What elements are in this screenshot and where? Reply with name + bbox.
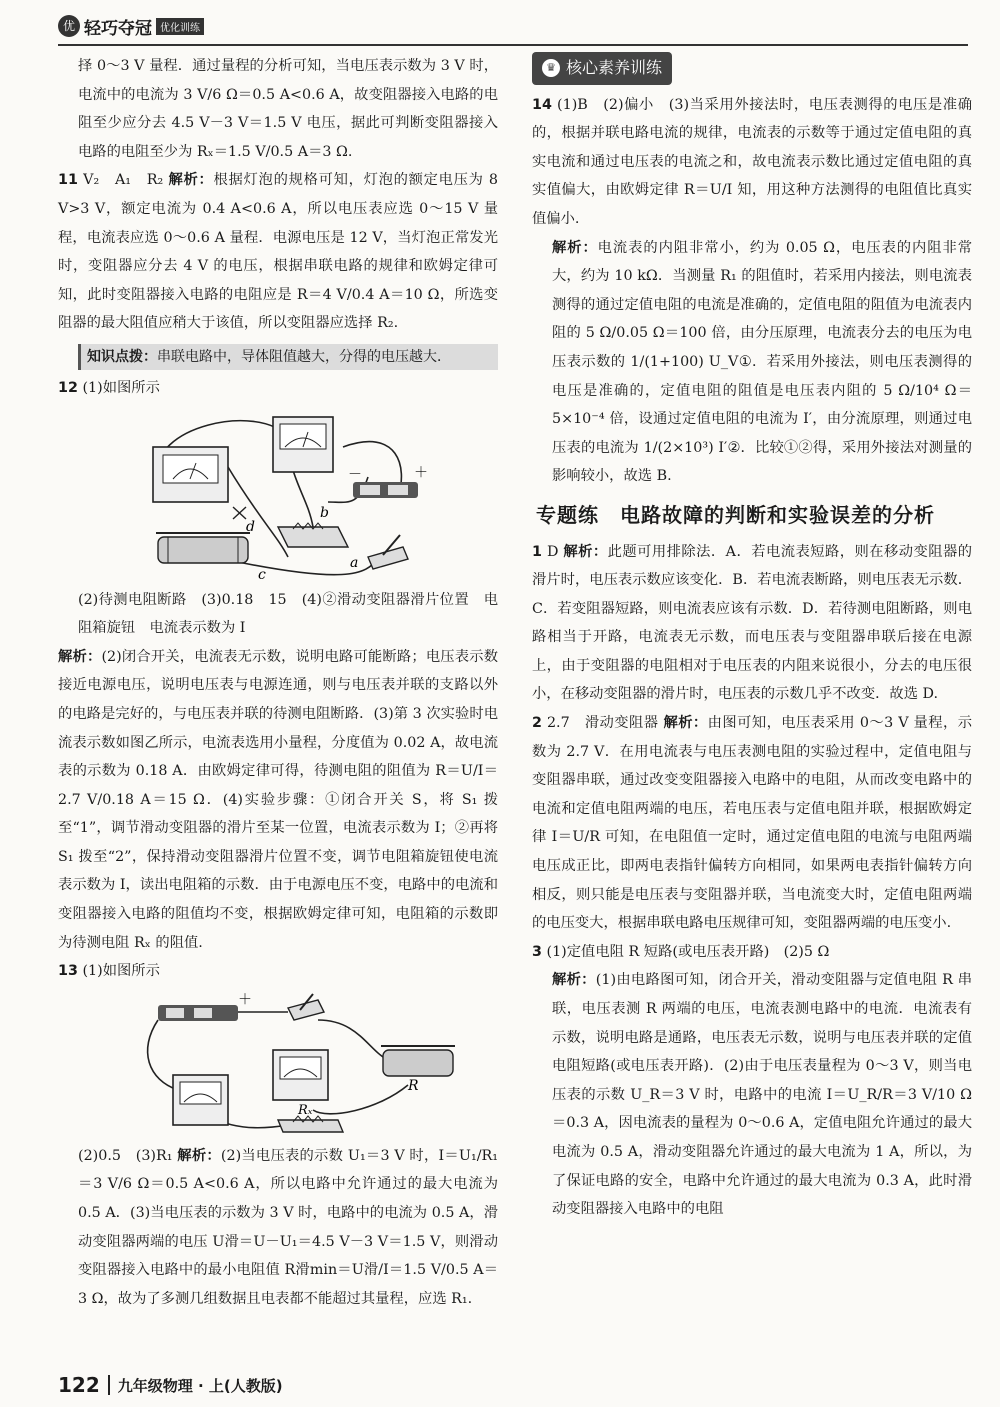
book-title: 九年级物理 · 上(人教版)	[117, 1376, 283, 1395]
brand-name: 轻巧夺冠	[84, 18, 152, 39]
question-12-analysis	[58, 643, 498, 958]
answer: D	[546, 543, 559, 560]
right-column	[532, 52, 972, 1224]
tip-title: 知识点拨：	[87, 348, 157, 365]
analysis-label: 解析：	[168, 172, 214, 189]
circuit-diagram-q12	[138, 407, 428, 582]
label-plus: ＋	[414, 464, 428, 481]
analysis-label: 解析：	[552, 972, 596, 989]
question-14-analysis	[532, 234, 972, 491]
analysis-label: 解析：	[177, 1147, 221, 1164]
analysis-label: 解析：	[552, 239, 598, 256]
question-12-answers: (2)待测电阻断路 (3)0.18 15 (4)②滑动变阻器滑片位置 电阻箱旋钮 电流表示数为 I	[78, 591, 498, 637]
answer: V₂ A₁ R₂	[83, 172, 164, 189]
answer: (1)B (2)偏小 (3)当采用外接法时，电压表测得的电压是准确的，根据并联电路电流的规律，电流表的示数等于通过定值电阻的真实电流和通过电压表的电流之和，故电流表示数比通过定值电阻的真实值偏大，由欧姆定律 R＝U/I 知，用这种方法测得的电阻值比真实值偏小.	[532, 96, 972, 227]
question-13-answers	[58, 1142, 498, 1314]
label-c: c	[258, 566, 266, 582]
analysis-text: (1)由电路图可知，闭合开关，滑动变阻器与定值电阻 R 串联，电压表测 R 两端的电压，电流表测电路中的电流．电流表有示数，说明电路是通路，电压表无示数，说明与电压表并联的定值电阻短路(或电压表开路)．(2)由于电压表量程为 0～3 V，则当电压表的示数 U_R＝3 V 时，电路中的电流 I＝U_R/R＝3 V/10 Ω＝0.3 A，因电流表的量程为 0～0.6 A，定值电阻允许通过的最大电流为 0.5 A，滑动变阻器允许通过的最大电流为 1 A，所以，为了保证电路的安全，电路中允许通过的最大电流为 0.3 A，此时滑动变阻器接入电路中的电阻	[552, 972, 973, 1218]
analysis-label: 解析：	[58, 648, 102, 665]
topic-title: 专题练 电路故障的判断和实验误差的分析	[536, 502, 935, 527]
label-Rx: Rₓ	[298, 1102, 313, 1118]
brand	[58, 14, 204, 38]
answer: 2.7 滑动变阻器	[546, 715, 659, 732]
analysis-label: 解析：	[563, 543, 608, 560]
question-number: 2	[532, 715, 542, 732]
label-b: b	[320, 504, 329, 521]
brand-tag: 优化训练	[156, 18, 204, 35]
question-number: 3	[532, 943, 542, 960]
analysis-text: 此题可用排除法．A．若电流表短路，则在移动变阻器的滑片时，电压表示数应该变化．B．若电流表断路，则电压表无示数．C．若变阻器短路，则电流表应该有示数．D．若待测电阻断路，则电路相当于开路，电流表无示数，而电压表与变阻器串联后接在电源上，由于变阻器的电阻相对于电压表的内阻来说很小，分去的电压很小，在移动变阻器的滑片时，电压表的示数几乎不改变．故选 D.	[532, 543, 972, 703]
question-14	[532, 91, 972, 234]
tip-text: 串联电路中，导体阻值越大，分得的电压越大．	[157, 348, 451, 365]
section-title: 核心素养训练	[566, 58, 663, 77]
knowledge-tip	[78, 344, 498, 370]
question-number: 1	[532, 543, 542, 560]
label-a: a	[350, 554, 359, 571]
left-column	[58, 52, 498, 1313]
analysis-text: 电流表的内阻非常小，约为 0.05 Ω，电压表的内阻非常大，约为 10 kΩ．当测量 R₁ 的阻值时，若采用内接法，则电流表测得的通过定值电阻的电流是准确的，定值电阻的阻值为电流表内阻的 5 Ω/0.05 Ω＝100 倍，由分压原理，电流表分去的电压为电压表示数的 1/(1+100) U_V①．若采用外接法，则电压表测得的电压是准确的，定值电阻的阻值是电压表内阻的 5 Ω/10⁴ Ω＝5×10⁻⁴ 倍，设通过定值电阻的电流为 I′，由分流原理，则通过电压表的电流为 1/(2×10³) I′②．比较①②得，采用外接法对测量的影响较小，故选 B.	[552, 239, 972, 485]
question-number: 14	[532, 96, 552, 113]
question-11	[58, 166, 498, 338]
brand-logo: 优	[58, 15, 80, 37]
paragraph-continuation: 择 0～3 V 量程．通过量程的分析可知，当电压表示数为 3 V 时，电流中的电流为 3 V/6 Ω＝0.5 A<0.6 A，故变阻器接入电路的电阻至少应分去 4.5 V－3 V＝1.5 V 电压，据此可判断变阻器接入电路的电阻至少为 Rₓ＝1.5 V/0.5 A＝3 Ω.	[78, 58, 498, 160]
label-R: R	[408, 1077, 419, 1094]
topic-question-2	[532, 709, 972, 938]
analysis-text: 由图可知，电压表采用 0～3 V 量程，示数为 2.7 V．在用电流表与电压表测电阻的实验过程中，定值电阻与变阻器串联，通过改变变阻器接入电路中的电阻，从而改变电路中的电流和定值电阻两端的电压，若电压表与定值电阻并联，根据欧姆定律 I＝U/R 可知，在电阻值一定时，通过定值电阻的电流与电阻两端电压成正比，即两电表指针偏转方向相同，如果两电表指针偏转方向相反，则只能是电压表与变阻器并联，当电流变大时，定值电阻两端的电压变大，根据串联电路电压规律可知，变阻器两端的电压变小.	[532, 715, 973, 932]
label-minus: －	[348, 466, 362, 483]
sub-answer: (1)如图所示	[82, 379, 160, 396]
question-12-head	[58, 374, 498, 403]
page-footer	[58, 1372, 478, 1398]
section-heading	[532, 52, 672, 85]
circuit-diagram-q13	[138, 990, 458, 1138]
answer: (1)定值电阻 R 短路(或电压表开路) (2)5 Ω	[546, 943, 830, 960]
analysis-text: (2)闭合开关，电流表无示数，说明电路可能断路；电压表示数接近电源电压，说明电压表与电源连通，则与电压表并联的支路以外的电路是完好的，与电压表并联的待测电阻断路．(3)第 3 次实验时电流表示数如图乙所示，电流表选用小量程，分度值为 0.02 A，故电流表的示数为 0.18 A．由欧姆定律可得，待测电阻的阻值为 R＝U/I＝2.7 V/0.18 A＝15 Ω．(4)实验步骤：①闭合开关 S，将 S₁ 拨至“1”，调节滑动变阻器的滑片至某一位置，电流表示数为 I；②再将 S₁ 拨至“2”，保持滑动变阻器滑片位置不变，调节电阻箱旋钮使电流表示数为 I，读出电阻箱的示数．由于电源电压不变，电路中的电流和变阻器接入电路的阻值均不变，根据欧姆定律可知，电阻箱的示数即为待测电阻 Rₓ 的阻值.	[58, 648, 499, 951]
analysis-text: (2)当电压表的示数 U₁＝3 V 时，I＝U₁/R₁＝3 V/6 Ω＝0.5 A<0.6 A，所以电路中允许通过的最大电流为 0.5 A．(3)当电压表的示数为 3 V 时，电路中的电流为 0.5 A，滑动变阻器两端的电压 U滑＝U－U₁＝4.5 V－3 V＝1.5 V，则滑动变阻器接入电路中的最小电阻值 R滑min＝U滑/I＝1.5 V/0.5 A＝3 Ω，故为了多测几组数据且电表都不能超过其量程，应选 R₁.	[78, 1147, 499, 1307]
label-d: d	[246, 518, 255, 535]
question-number: 13	[58, 963, 78, 980]
question-number: 12	[58, 379, 78, 396]
label-plus: ＋	[238, 991, 252, 1008]
footer-divider	[108, 1375, 110, 1395]
question-13-head	[58, 957, 498, 986]
topic-question-1	[532, 538, 972, 710]
question-number: 11	[58, 172, 78, 189]
topic-question-3	[532, 938, 972, 967]
sub-answer: (1)如图所示	[82, 963, 160, 980]
analysis-text: 根据灯泡的规格可知，灯泡的额定电压为 8 V>3 V，额定电流为 0.4 A<0.6 A，所以电压表应选 0～15 V 量程，电流表应选 0～0.6 A 量程．电源电压是 12 V，当灯泡正常发光时，变阻器应分去 4 V 的电压，根据串联电路的规律和欧姆定律可知，此时变阻器接入电路的电阻应是 R＝4 V/0.4 A＝10 Ω，所选变阻器的最大阻值应稍大于该值，所以变阻器应选择 R₂.	[58, 172, 499, 332]
answer: (2)0.5 (3)R₁	[78, 1147, 173, 1164]
topic-question-3-analysis	[532, 966, 972, 1223]
analysis-label: 解析：	[663, 715, 708, 732]
page-number: 122	[58, 1373, 100, 1397]
page-header	[58, 10, 968, 46]
crown-icon: ♛	[542, 59, 560, 77]
